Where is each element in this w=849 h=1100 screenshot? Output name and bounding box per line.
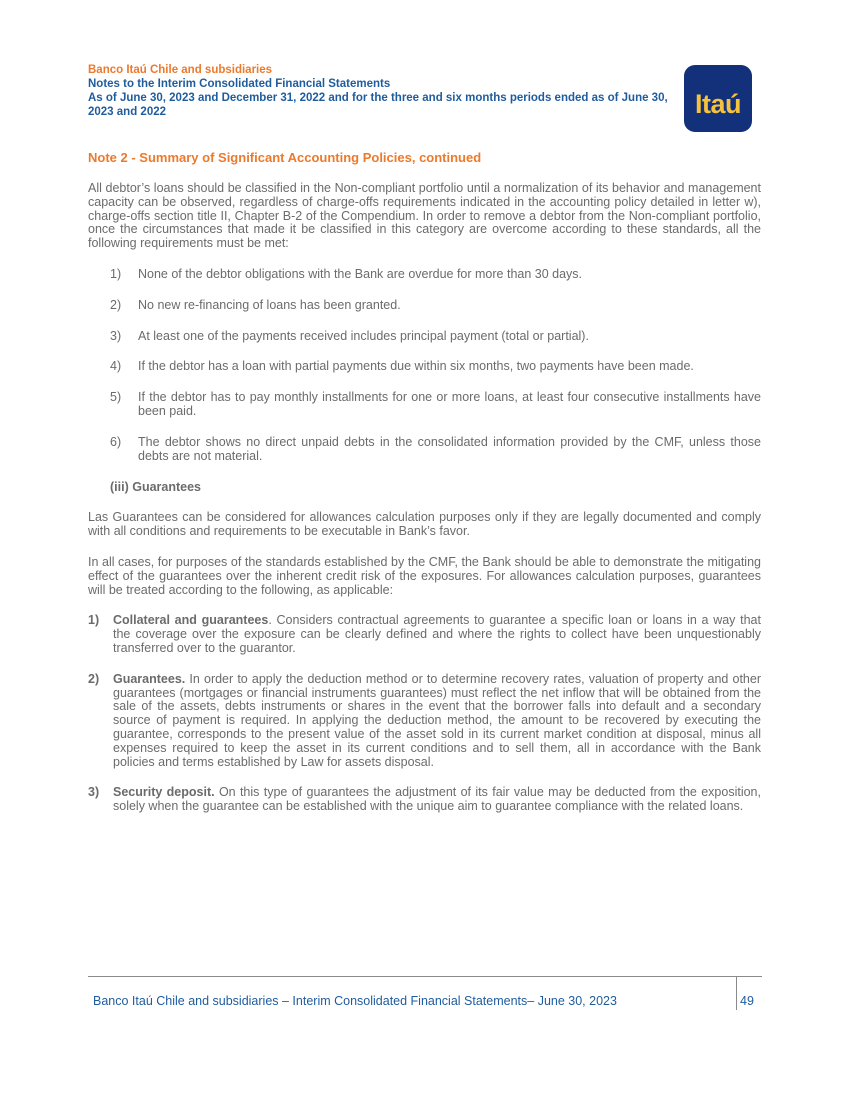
list-item-text bbox=[113, 786, 761, 814]
list-item-number: 1) bbox=[110, 266, 122, 281]
list-item-text: At least one of the payments received includes principal payment (total or partial). bbox=[138, 328, 589, 343]
list-item bbox=[88, 614, 761, 655]
header-title: Notes to the Interim Consolidated Financial Statements bbox=[88, 78, 391, 90]
list-item-text: The debtor shows no direct unpaid debts in the consolidated information provided by the CMF, unless those debts are not material. bbox=[138, 434, 761, 463]
list-item bbox=[88, 299, 761, 313]
requirements-list bbox=[88, 268, 761, 463]
list-item bbox=[88, 436, 761, 464]
list-item-number: 3) bbox=[88, 785, 100, 800]
guarantees-subheading: (iii) Guarantees bbox=[110, 480, 201, 495]
list-item-text bbox=[113, 673, 761, 770]
main-content bbox=[88, 150, 761, 831]
footer-divider bbox=[88, 976, 762, 977]
list-item-body: On this type of guarantees the adjustment of its fair value may be deducted from the exposition, solely when the guarantee can be established with the unique aim to guarantee compliance with the related loans. bbox=[113, 785, 761, 814]
list-item-number: 2) bbox=[110, 297, 122, 312]
list-item bbox=[88, 268, 761, 282]
guarantees-paragraph-1: Las Guarantees can be considered for allowances calculation purposes only if they are legally documented and comply with all conditions and requirements to be executable in Bank’s favor. bbox=[88, 510, 761, 539]
guarantees-paragraph-2: In all cases, for purposes of the standards established by the CMF, the Bank should be able to demonstrate the mitigating effect of the guarantees over the inherent credit risk of the exposures. For allowances calculation purposes, guarantees will be treated according to the following, as applicable: bbox=[88, 554, 761, 597]
list-item-number: 3) bbox=[110, 328, 122, 343]
footer-page-separator bbox=[736, 976, 737, 1010]
header-period: As of June 30, 2023 and December 31, 2022 and for the three and six months periods ended as of June 30, 2023 and 2022 bbox=[88, 92, 668, 118]
list-item-number: 2) bbox=[88, 671, 100, 686]
list-item-term: Collateral and guarantees bbox=[113, 613, 269, 628]
list-item-number: 4) bbox=[110, 359, 122, 374]
header-company: Banco Itaú Chile and subsidiaries bbox=[88, 64, 273, 76]
list-item-text: If the debtor has to pay monthly installments for one or more loans, at least four consecutive installments have been paid. bbox=[138, 390, 761, 418]
list-item-body: In order to apply the deduction method or to determine recovery rates, valuation of property and other guarantees (mortgages or financial instruments guarantees) must reflect the net inflow that will be obtained from the sale of the assets, debts instruments or shares in the event that the borrower falls into default and a secondary source of payment is required. In applying the deduction method, the amount to be recovered by executing the guarantee, corresponds to the present value of the asset sold in its current market condition at disposal, minus all expenses required to keep the asset in its current conditions and to sell them, all in accordance with the Bank policies and terms established by Law for assets disposal. bbox=[113, 671, 761, 769]
list-item-number: 1) bbox=[88, 613, 100, 628]
section-title: Note 2 - Summary of Significant Accounting Policies, continued bbox=[88, 150, 482, 165]
list-item-number: 5) bbox=[110, 390, 122, 405]
list-item-text bbox=[113, 614, 761, 655]
list-item bbox=[88, 330, 761, 344]
list-item-body: . Considers contractual agreements to guarantee a specific loan or loans in a way that the coverage over the exposure can be clearly defined and where the rights to collect have been unquestionably transferred over to the guarantor. bbox=[113, 613, 761, 655]
list-item bbox=[88, 786, 761, 814]
list-item bbox=[88, 673, 761, 770]
list-item-term: Guarantees. bbox=[113, 671, 186, 686]
intro-paragraph: All debtor’s loans should be classified in the Non-compliant portfolio until a normalization of its behavior and management capacity can be observed, regardless of charge-offs requirements indicated in the accounting policy detailed in letter w), charge-offs section title II, Chapter B-2 of the Compendium. In order to remove a debtor from the Non-compliant portfolio, once the circumstances that made it be classified in this category are overcome according to these standards, all the following requirements must be met: bbox=[88, 181, 761, 251]
list-item-number: 6) bbox=[110, 434, 122, 449]
guarantee-types-list bbox=[88, 614, 761, 814]
list-item-text: No new re-financing of loans has been granted. bbox=[138, 297, 401, 312]
list-item bbox=[88, 391, 761, 419]
page-header bbox=[88, 63, 668, 119]
list-item bbox=[88, 360, 761, 374]
footer-text: Banco Itaú Chile and subsidiaries – Interim Consolidated Financial Statements– June 30, 2023 bbox=[93, 994, 617, 1008]
list-item-text: None of the debtor obligations with the Bank are overdue for more than 30 days. bbox=[138, 266, 583, 281]
list-item-term: Security deposit. bbox=[113, 785, 215, 800]
logo-text: Itaú bbox=[694, 89, 741, 119]
list-item-text: If the debtor has a loan with partial payments due within six months, two payments have been made. bbox=[138, 359, 694, 374]
page-number: 49 bbox=[740, 994, 754, 1008]
itau-logo bbox=[684, 65, 752, 132]
